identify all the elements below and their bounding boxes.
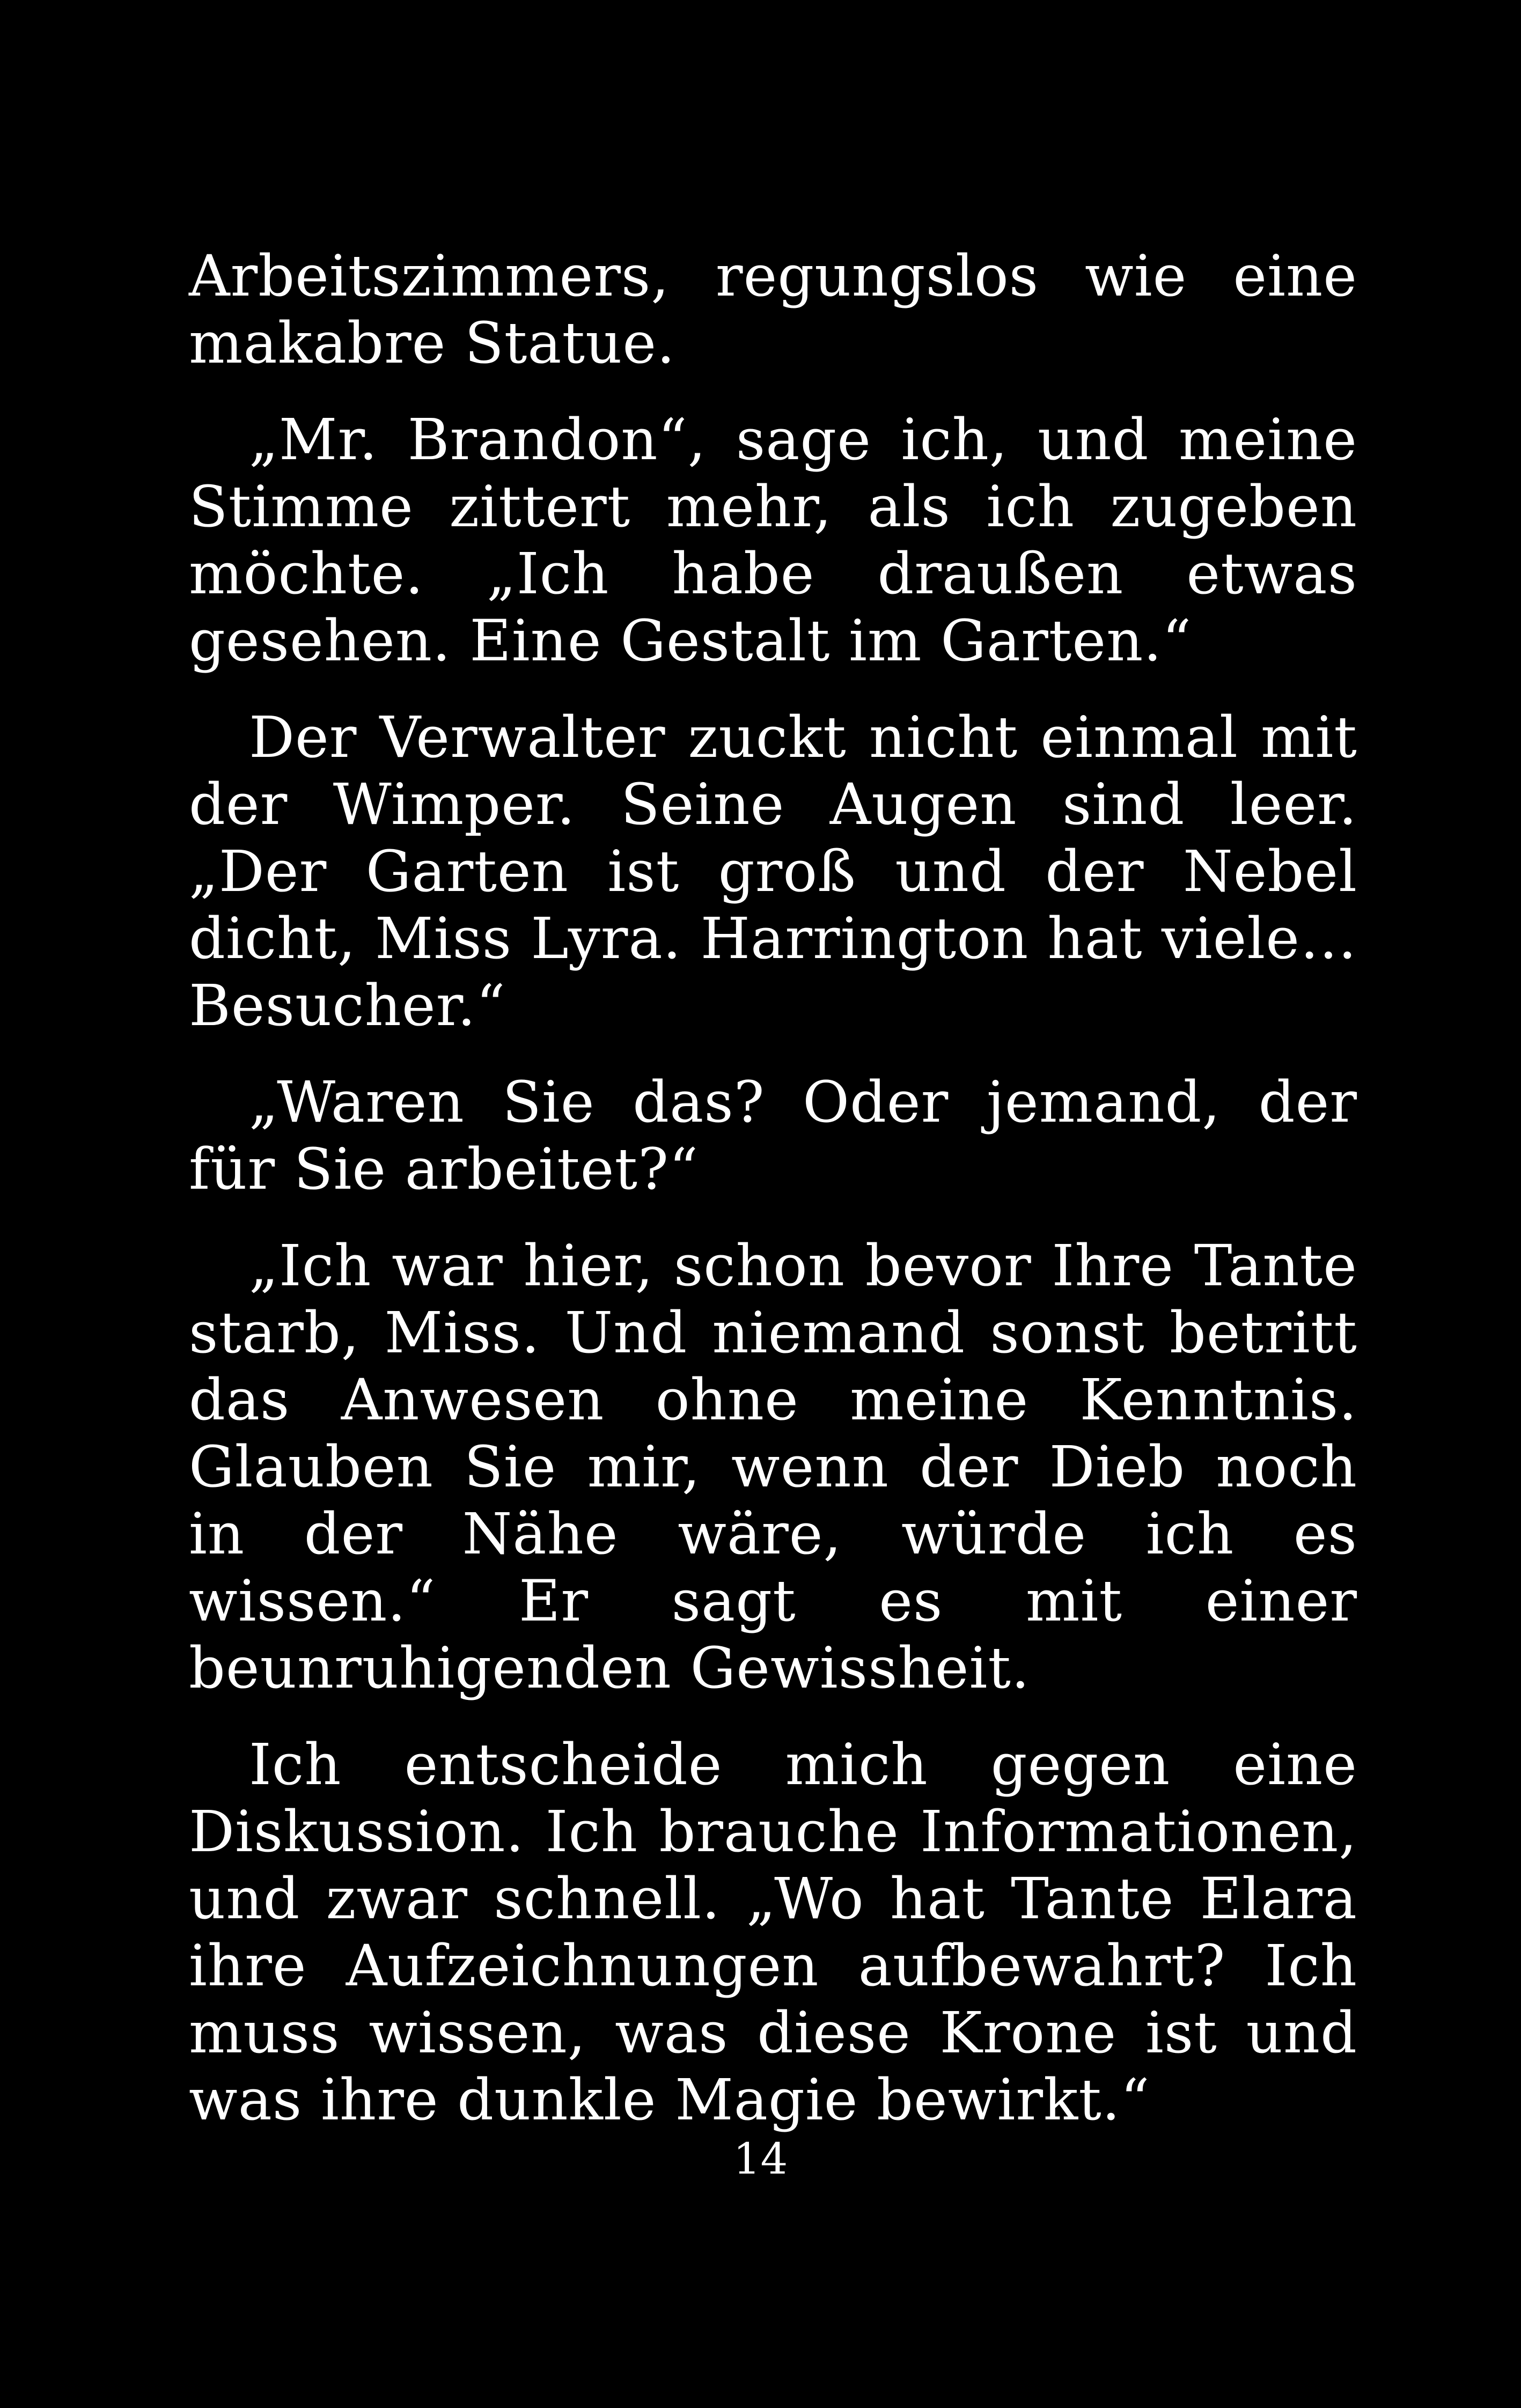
paragraph-1: Arbeitszimmers, regungslos wie eine makabre Statue. — [189, 243, 1357, 376]
paragraph-2: „Mr. Brandon“, sage ich, und meine Stimme zittert mehr, als ich zugeben möchte. „Ich habe draußen etwas gesehen. Eine Gestalt im Garten.“ — [189, 407, 1357, 674]
paragraph-5: „Ich war hier, schon bevor Ihre Tante starb, Miss. Und niemand sonst betritt das Anwesen ohne meine Kenntnis. Glauben Sie mir, wenn der Dieb noch in der Nähe wäre, würde ich es wissen.“ Er sagt es mit einer beunruhigenden Gewissheit. — [189, 1233, 1357, 1701]
paragraph-3: Der Verwalter zuckt nicht einmal mit der Wimper. Seine Augen sind leer. „Der Garten ist groß und der Nebel dicht, Miss Lyra. Harrington hat viele… Besucher.“ — [189, 704, 1357, 1039]
page-text — [189, 242, 1357, 2163]
paragraph-6: Ich entscheide mich gegen eine Diskussion. Ich brauche Informationen, und zwar schnell. „Wo hat Tante Elara ihre Aufzeichnungen aufbewahrt? Ich muss wissen, was diese Krone ist und was ihre dunkle Magie bewirkt.“ — [189, 1732, 1357, 2133]
paragraph-4: „Waren Sie das? Oder jemand, der für Sie arbeitet?“ — [189, 1069, 1357, 1202]
page-number: 14 — [733, 2134, 788, 2184]
